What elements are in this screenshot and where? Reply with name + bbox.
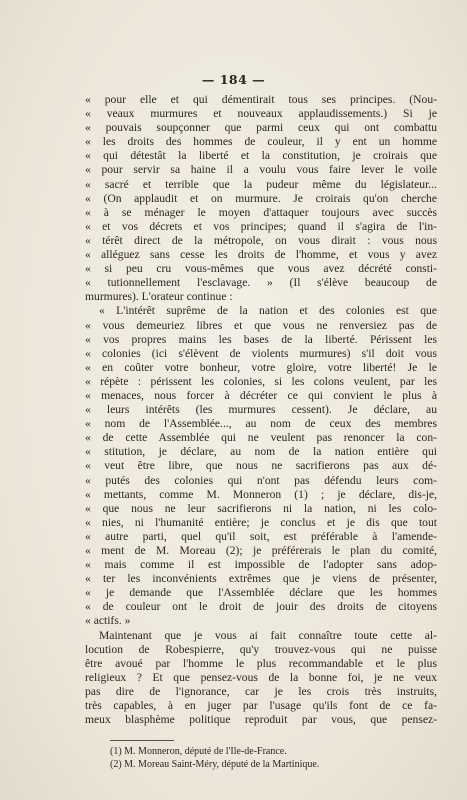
text-line: « pouvais soupçonner que parmi ceux qui ont combattu: [85, 121, 437, 135]
text-line: « colonies (ici s'élèvent de violents murmures) s'il doit vous: [85, 346, 437, 360]
text-line: « vous demeuriez libres et que vous ne renversiez pas de: [85, 318, 437, 332]
footnote: (2) M. Moreau Saint-Méry, député de la Martinique.: [110, 759, 320, 770]
text-line: « les droits des hommes de couleur, il y ent un homme: [85, 135, 437, 149]
footnotes: [110, 745, 430, 771]
text-line: « ter les inconvénients extrêmes que je viens de présenter,: [85, 572, 437, 586]
text-line: « en coûter votre bonheur, votre gloire, votre liberté! Je le: [85, 360, 437, 374]
text-line: « menaces, nous forcer à décréter ce qui convient le plus à: [85, 388, 437, 402]
text-line: « à se ménager le moyen d'attaquer toujours avec succès: [85, 205, 437, 219]
text-line: « nom de l'Assemblée..., au nom de ceux des membres: [85, 417, 437, 431]
text-line: « térêt direct de la métropole, on vous dirait : vous nous: [85, 233, 437, 247]
text-line: être avoué par l'homme le plus recommandable et le plus: [85, 656, 437, 670]
text-line: « je demande que l'Assemblée déclare que les hommes: [85, 586, 437, 600]
footnote: (1) M. Monneron, député de l'Ile-de-France.: [110, 746, 287, 757]
text-line: « si peu cru vous-mêmes que vous avez décrété consti-: [85, 262, 437, 276]
text-line: « veut être libre, que nous ne sacrifierons pas aux dé-: [85, 459, 437, 473]
text-line: « veaux murmures et nouveaux applaudissements.) Si je: [85, 107, 437, 121]
text-line: « alléguez sans cesse les droits de l'homme, et vous y avez: [85, 248, 437, 262]
text-line: « (On applaudit et on murmure. Je croirais qu'on cherche: [85, 191, 437, 205]
text-line: « que nous ne leur sacrifierons ni la nation, ni les colo-: [85, 501, 437, 515]
text-line: « stitution, je déclare, au nom de la nation entière qui: [85, 445, 437, 459]
text-line: « vos propres mains les bases de la liberté. Périssent les: [85, 332, 437, 346]
text-line: murmures). L'orateur continue :: [85, 290, 233, 304]
text-line: « pour servir sa haine il a voulu vous faire lever le voile: [85, 163, 437, 177]
text-line: « tutionnellement l'esclavage. » (Il s'élève beaucoup de: [85, 276, 437, 290]
text-line: « de cette Assemblée qui ne veulent pas renoncer la con-: [85, 431, 437, 445]
text-line: Maintenant que je vous ai fait connaître toute cette al-: [99, 628, 437, 642]
text-line: pas dire de l'ignorance, car je les crois très instruits,: [85, 684, 437, 698]
text-line: « de couleur ont le droit de jouir des droits de citoyens: [85, 600, 437, 614]
text-line: « pour elle et qui démentirait tous ses principes. (Nou-: [85, 93, 437, 106]
text-line: « actifs. »: [85, 614, 131, 628]
text-line: « putés des colonies qui n'ont pas défendu leurs com-: [85, 473, 437, 487]
body-text: [85, 93, 437, 727]
text-line: « et vos décrets et vos principes; quand il s'agira de l'in-: [85, 219, 437, 233]
footnote-divider: [110, 740, 174, 741]
text-line: « leurs intérêts (les murmures cessent). Je déclare, au: [85, 403, 437, 417]
text-line: « L'intérêt suprême de la nation et des colonies est que: [99, 304, 437, 318]
text-line: « sacré et terrible que la pudeur même du législateur...: [85, 177, 437, 191]
text-line: « mettants, comme M. Monneron (1) ; je déclare, dis-je,: [85, 487, 437, 501]
text-line: « répète : périssent les colonies, si les colons veulent, par les: [85, 374, 437, 388]
text-line: très capables, à en juger par l'usage qu'ils font de ce fa-: [85, 699, 437, 713]
text-line: « qui détestât la liberté et la constitution, je croirais que: [85, 149, 437, 163]
text-line: « nies, ni l'humanité entière; je conclus et je dis que tout: [85, 515, 437, 529]
text-line: meux blasphème politique reproduit par vous, que pensez-: [85, 713, 437, 727]
text-line: « autre parti, quel qu'il soit, est préférable à l'amende-: [85, 529, 437, 543]
text-line: religieux ? Et que pensez-vous de la bonne foi, je ne veux: [85, 670, 437, 684]
text-line: « mais comme il est impossible de l'adopter sans adop-: [85, 558, 437, 572]
page-number: — 184 —: [201, 72, 266, 87]
text-line: locution de Robespierre, qu'y trouvez-vous qui ne puisse: [85, 642, 437, 656]
text-line: « ment de M. Moreau (2); je préférerais le plan du comité,: [85, 544, 437, 557]
